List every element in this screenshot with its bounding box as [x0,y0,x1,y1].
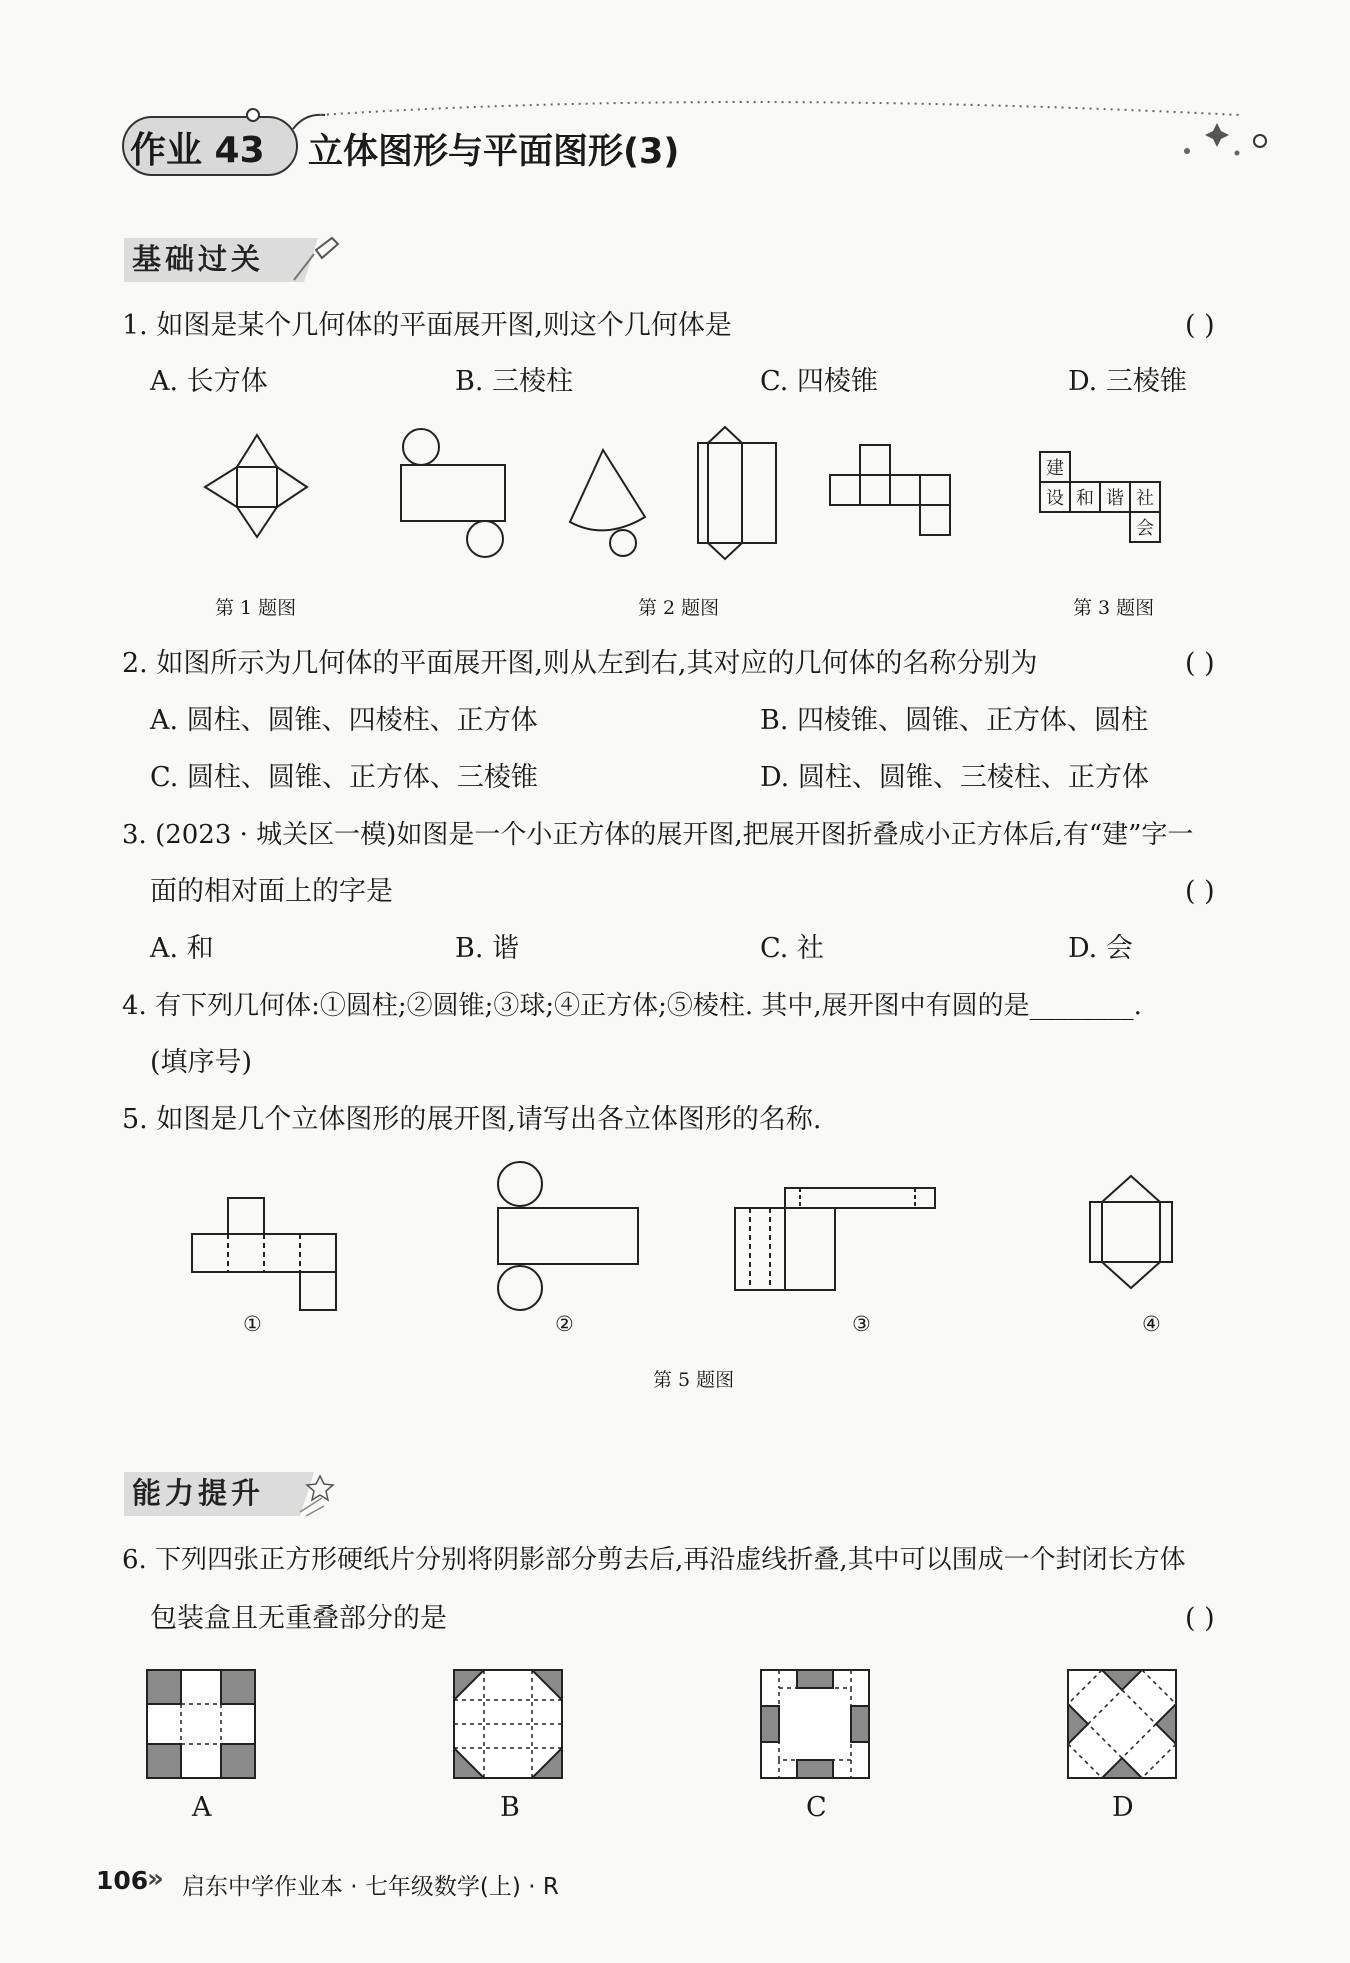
caption-figure-5: 第 5 题图 [653,1369,735,1391]
option-c-paper [761,1670,869,1778]
section-title-basic: 基础过关 [132,242,265,276]
option-c-label: C [806,1792,827,1823]
option-d-label: D [1112,1792,1134,1823]
header-decoration [115,95,1275,185]
footer-arrows: » [147,1864,164,1894]
question-2-option-c: C. 圆柱、圆锥、正方体、三棱锥 [150,762,538,793]
caption-figure-3: 第 3 题图 [1073,597,1155,619]
cube-face-jian: 建 [1046,458,1064,479]
section-title-advanced: 能力提升 [132,1476,265,1510]
book-title: 启东中学作业本 · 七年级数学(上) · R [182,1874,559,1900]
question-1-answer-paren: ( ) [1185,310,1215,341]
question-3-option-a: A. 和 [150,933,214,964]
cube-face-she: 设 [1046,488,1064,509]
option-b-paper [454,1670,562,1778]
question-1-option-d: D. 三棱锥 [1068,366,1187,397]
figure-5-3-prism-net [735,1188,935,1290]
cube-face-she2: 社 [1136,488,1154,509]
question-3-option-d: D. 会 [1068,933,1133,964]
question-1-option-b: B. 三棱柱 [455,366,574,397]
question-4-line-1: 4. 有下列几何体:①圆柱;②圆锥;③球;④正方体;⑤棱柱. 其中,展开图中有圆的是________. [122,991,1142,1021]
cube-face-he: 和 [1076,488,1094,509]
figure-1-pyramid-net [205,435,307,537]
option-a-label: A [192,1792,212,1823]
figure-row-5 [190,1160,1200,1320]
question-1-option-a: A. 长方体 [150,366,268,397]
question-6-answer-paren: ( ) [1185,1603,1215,1634]
question-3-option-c: C. 社 [760,933,824,964]
question-3-answer-paren: ( ) [1185,876,1215,907]
question-2-option-d: D. 圆柱、圆锥、三棱柱、正方体 [760,762,1149,793]
question-3-line-1: 3. (2023 · 城关区一模)如图是一个小正方体的展开图,把展开图折叠成小正方体后,有“建”字一 [122,820,1194,850]
figure-5-1-cuboid-net [192,1198,336,1310]
question-2-option-b: B. 四棱锥、圆锥、正方体、圆柱 [760,705,1149,736]
figure-2-cylinder-net [401,429,505,557]
caption-figure-1: 第 1 题图 [215,597,297,619]
option-a-paper [147,1670,255,1778]
figure-5-label-2: ② [555,1312,574,1336]
figure-5-2-cylinder-net [498,1162,638,1310]
question-5-text: 5. 如图是几个立体图形的展开图,请写出各立体图形的名称. [122,1104,822,1135]
question-3-option-b: B. 谐 [455,933,520,964]
question-4-line-2: (填序号) [150,1047,253,1078]
figure-2-cube-net [830,445,950,535]
figure-5-label-1: ① [243,1312,262,1336]
cube-face-xie: 谐 [1106,488,1124,509]
assignment-badge: 作业 43 [130,130,265,171]
question-3-line-2: 面的相对面上的字是 [150,876,393,907]
figure-5-label-3: ③ [852,1312,871,1336]
cube-face-hui: 会 [1136,518,1154,539]
option-b-label: B [500,1792,520,1823]
question-2-answer-paren: ( ) [1185,648,1215,679]
question-1-option-c: C. 四棱锥 [760,366,878,397]
page-title: 立体图形与平面图形(3) [308,132,680,172]
question-2-option-a: A. 圆柱、圆锥、四棱柱、正方体 [150,705,538,736]
question-6-line-2: 包装盒且无重叠部分的是 [150,1603,447,1634]
caption-figure-2: 第 2 题图 [638,597,720,619]
figure-5-4-triangular-prism-net [1090,1176,1172,1288]
question-2-text: 2. 如图所示为几何体的平面展开图,则从左到右,其对应的几何体的名称分别为 [122,648,1038,679]
figure-row-6 [145,1668,1185,1783]
figure-2-prism-net [698,427,776,559]
option-d-paper [1068,1670,1176,1778]
question-6-line-1: 6. 下列四张正方形硬纸片分别将阴影部分剪去后,再沿虚线折叠,其中可以围成一个封闭长方体 [122,1545,1186,1575]
figure-row-1 [195,425,1195,575]
page-number: 106 [96,1866,149,1895]
figure-5-label-4: ④ [1142,1312,1161,1336]
figure-2-cone-net [570,450,645,556]
question-1-text: 1. 如图是某个几何体的平面展开图,则这个几何体是 [122,310,732,341]
